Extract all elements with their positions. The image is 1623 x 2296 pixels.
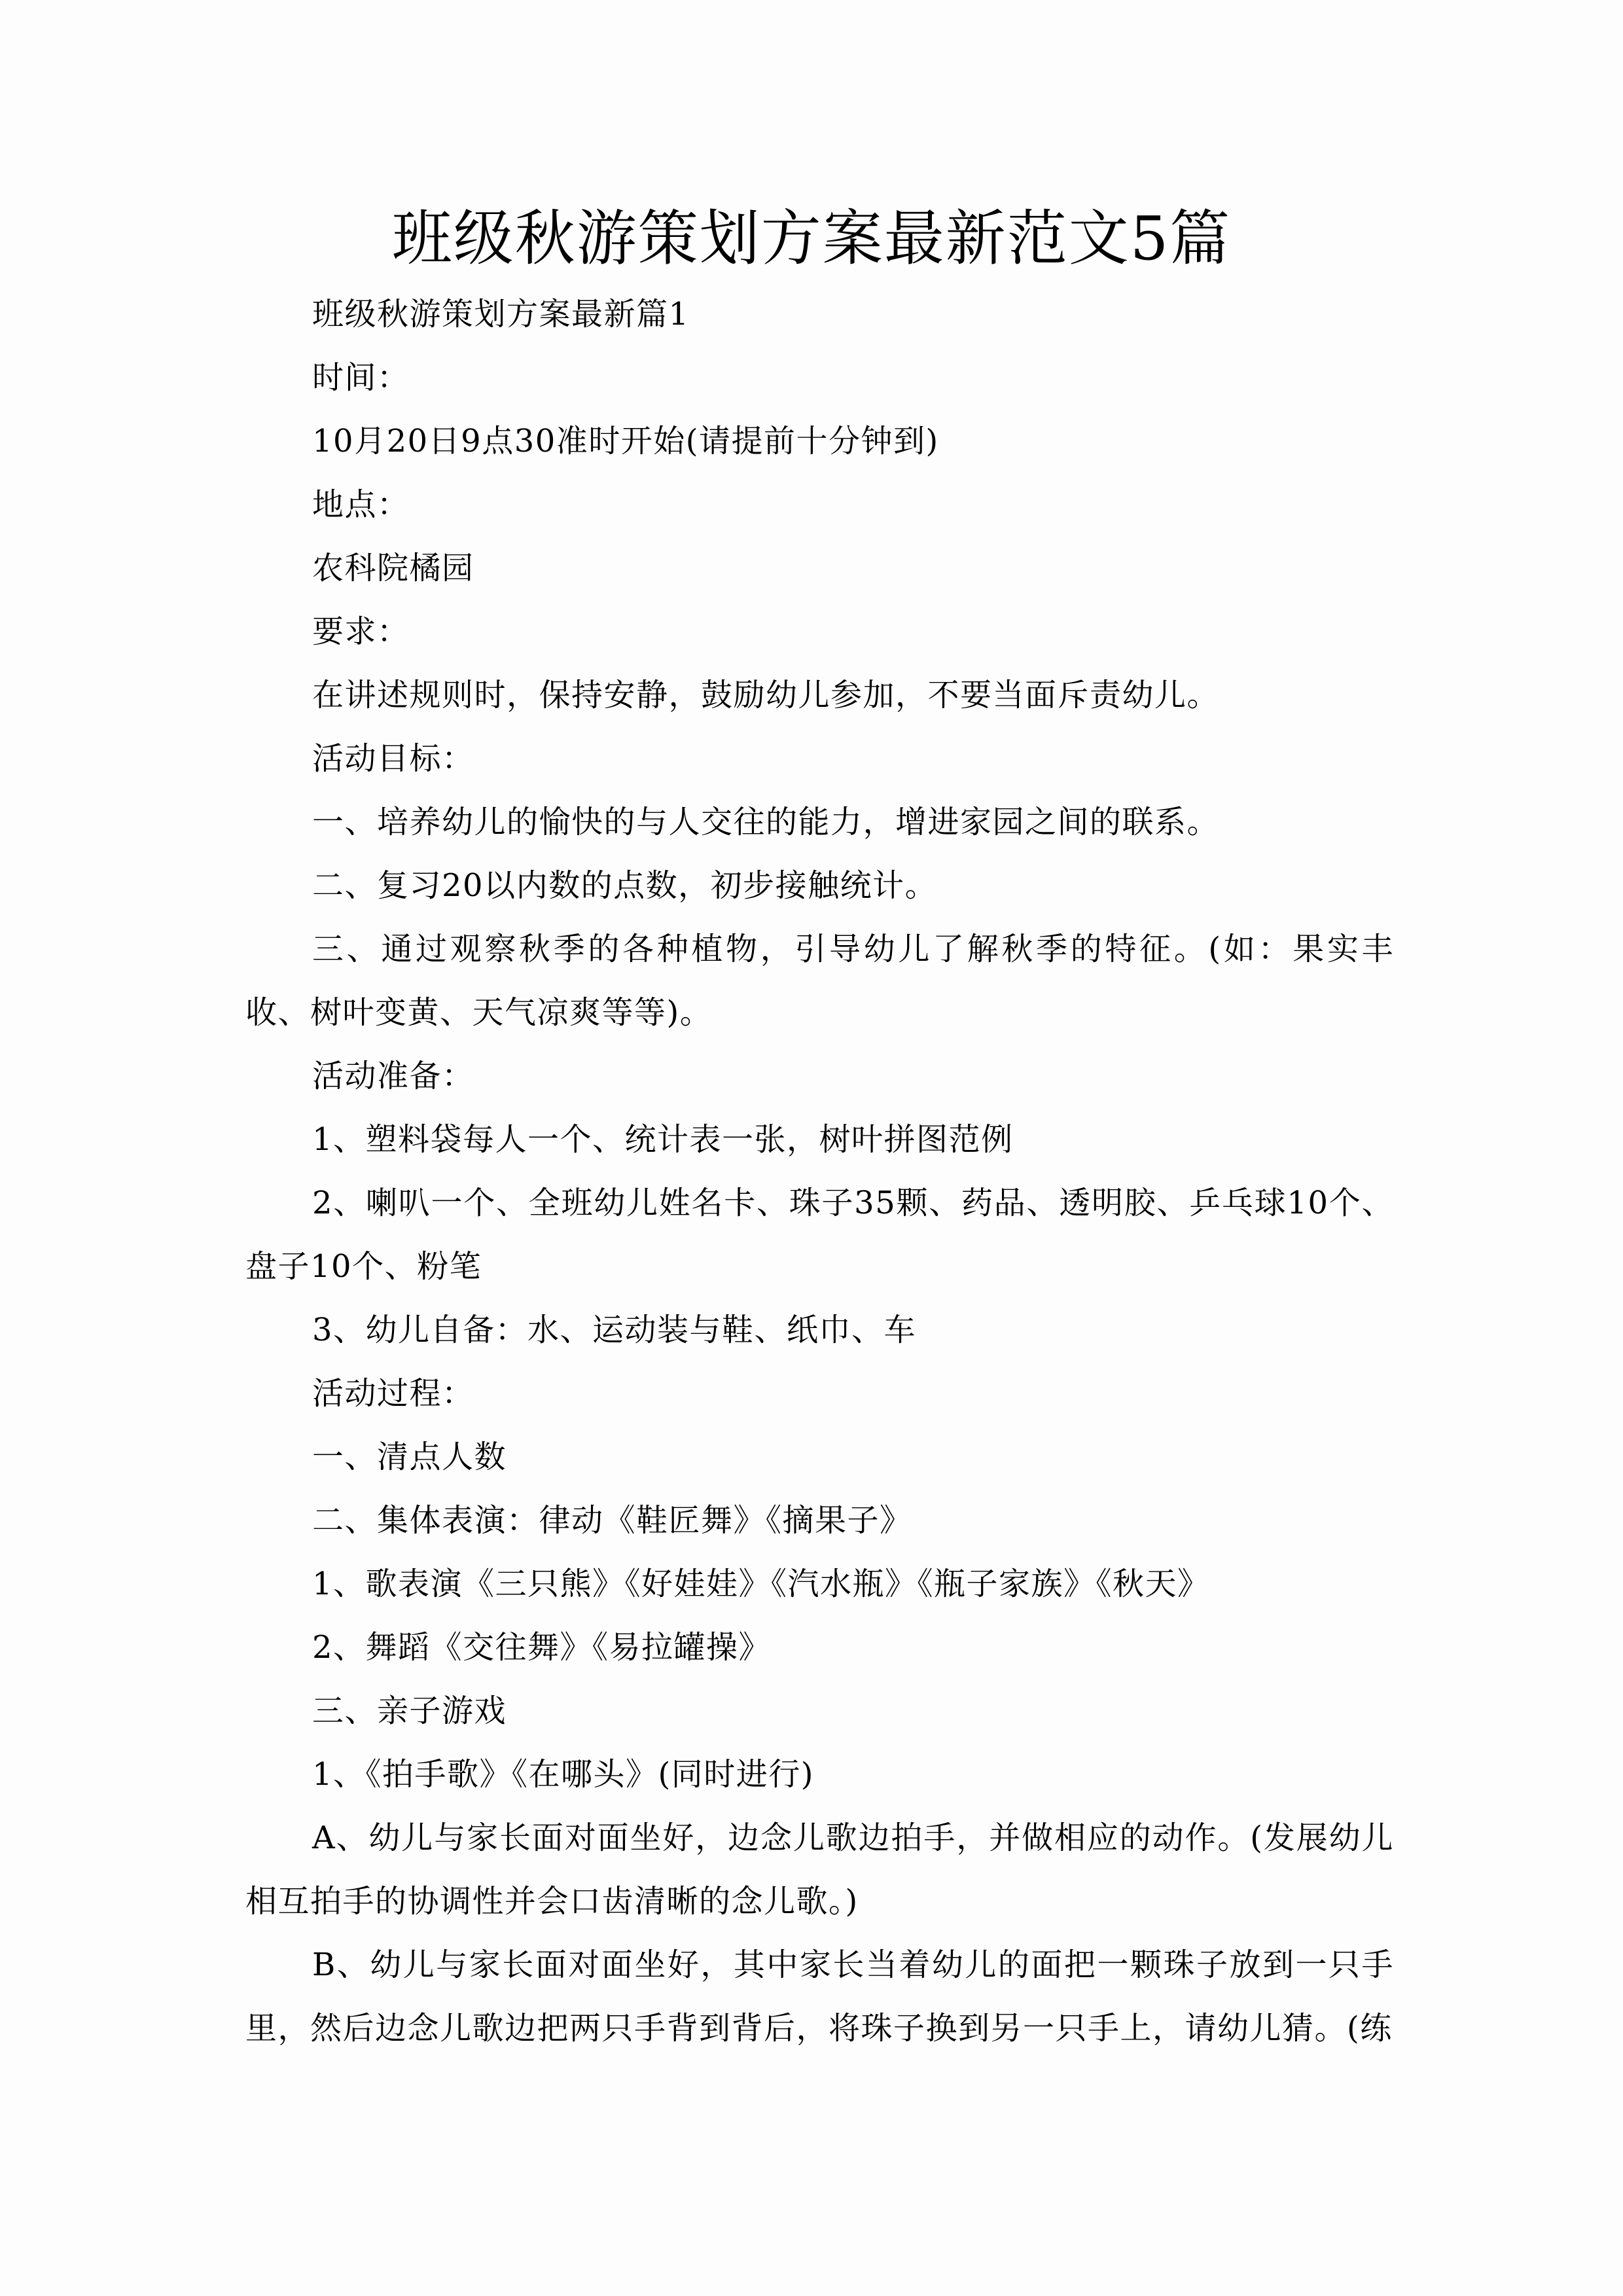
process-step: 三、亲子游戏: [312, 1693, 507, 1729]
game-item: 1、《拍手歌》《在哪头》(同时进行): [312, 1756, 814, 1793]
document-title: 班级秋游策划方案最新范文5篇: [391, 204, 1232, 274]
preparation-item: 1、塑料袋每人一个、统计表一张，树叶拼图范例: [312, 1121, 1014, 1158]
process-step: 二、集体表演：律动《鞋匠舞》《摘果子》: [312, 1502, 912, 1539]
game-detail: B、幼儿与家长面对面坐好，其中家长当着幼儿的面把一颗珠子放到一只手里，然后边念儿歌边把两只手背到背后，将珠子换到另一只手上，请幼儿猜。(练: [245, 1946, 1394, 2047]
time-label: 时间：: [312, 359, 410, 396]
process-substep: 1、歌表演《三只熊》《好娃娃》《汽水瓶》《瓶子家族》《秋天》: [312, 1566, 1210, 1602]
goal-item: 一、培养幼儿的愉快的与人交往的能力，增进家园之间的联系。: [312, 804, 1220, 840]
section-heading: 班级秋游策划方案最新篇1: [312, 296, 690, 332]
location-label: 地点：: [312, 486, 410, 523]
process-step: 一、清点人数: [312, 1439, 507, 1475]
time-value: 10月20日9点30准时开始(请提前十分钟到): [312, 423, 939, 459]
preparation-item: 2、喇叭一个、全班幼儿姓名卡、珠子35颗、药品、透明胶、乒乓球10个、盘子10个、粉笔: [245, 1185, 1394, 1285]
game-detail: A、幼儿与家长面对面坐好，边念儿歌边拍手，并做相应的动作。(发展幼儿相互拍手的协调性并会口齿清晰的念儿歌。): [245, 1820, 1394, 1920]
process-substep: 2、舞蹈《交往舞》《易拉罐操》: [312, 1629, 772, 1666]
preparation-label: 活动准备：: [312, 1058, 474, 1094]
goal-item: 二、复习20以内数的点数，初步接触统计。: [312, 867, 938, 904]
preparation-item: 3、幼儿自备：水、运动装与鞋、纸巾、车: [312, 1312, 917, 1348]
requirements-label: 要求：: [312, 613, 410, 650]
requirements-text: 在讲述规则时，保持安静，鼓励幼儿参加，不要当面斥责幼儿。: [312, 677, 1220, 713]
location-value: 农科院橘园: [312, 550, 474, 586]
goal-item: 三、通过观察秋季的各种植物，引导幼儿了解秋季的特征。(如：果实丰收、树叶变黄、天气凉爽等等)。: [245, 931, 1394, 1031]
goals-label: 活动目标：: [312, 740, 474, 777]
document-body: [245, 283, 1394, 2060]
process-label: 活动过程：: [312, 1375, 474, 1412]
